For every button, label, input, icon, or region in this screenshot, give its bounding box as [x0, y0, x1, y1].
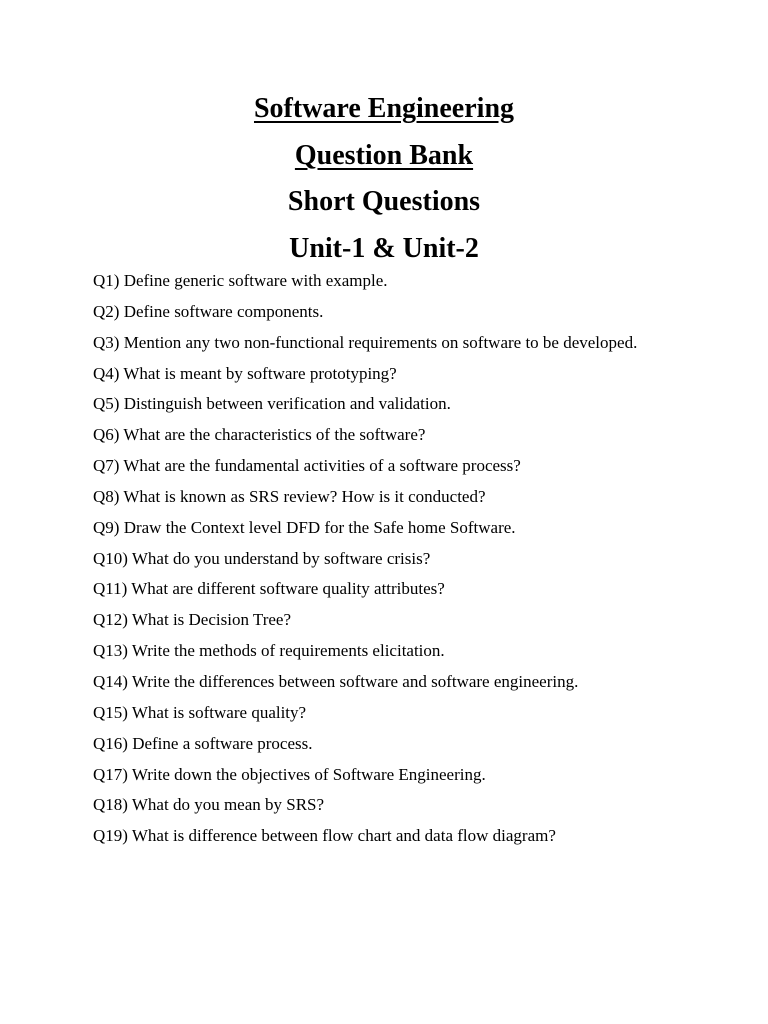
question-item: Q12) What is Decision Tree?	[93, 610, 291, 630]
question-item: Q14) Write the differences between software and software engineering.	[93, 671, 579, 691]
section-text: Short Questions	[287, 186, 481, 217]
section-heading	[0, 179, 768, 226]
question-item: Q7) What are the fundamental activities of a software process?	[93, 456, 521, 476]
question-item: Q19) What is difference between flow chart and data flow diagram?	[93, 826, 556, 846]
question-item: Q13) Write the methods of requirements elicitation.	[93, 641, 445, 661]
question-item: Q6) What are the characteristics of the software?	[93, 425, 426, 445]
question-item: Q3) Mention any two non-functional requirements on software to be developed.	[93, 332, 638, 352]
question-item: Q2) Define software components.	[93, 301, 324, 321]
question-item: Q16) Define a software process.	[93, 733, 313, 753]
unit-text: Unit-1 & Unit-2	[289, 232, 479, 264]
question-item: Q18) What do you mean by SRS?	[93, 795, 325, 815]
subtitle-heading	[0, 133, 768, 180]
question-item: Q17) Write down the objectives of Software Engineering.	[93, 764, 486, 784]
title-heading	[0, 86, 768, 133]
question-item: Q1) Define generic software with example.	[93, 271, 388, 290]
title-text: Software Engineering	[253, 93, 515, 124]
question-item: Q8) What is known as SRS review? How is it conducted?	[93, 486, 486, 506]
document-header	[0, 86, 768, 272]
question-item: Q9) Draw the Context level DFD for the Safe home Software.	[93, 517, 516, 537]
question-list	[93, 266, 733, 852]
question-item: Q5) Distinguish between verification and validation.	[93, 394, 451, 414]
question-item: Q11) What are different software quality attributes?	[93, 579, 445, 599]
question-item: Q15) What is software quality?	[93, 702, 307, 722]
question-item: Q4) What is meant by software prototyping?	[93, 363, 397, 383]
subtitle-text: Question Bank	[294, 139, 474, 171]
question-item: Q10) What do you understand by software crisis?	[93, 548, 431, 568]
